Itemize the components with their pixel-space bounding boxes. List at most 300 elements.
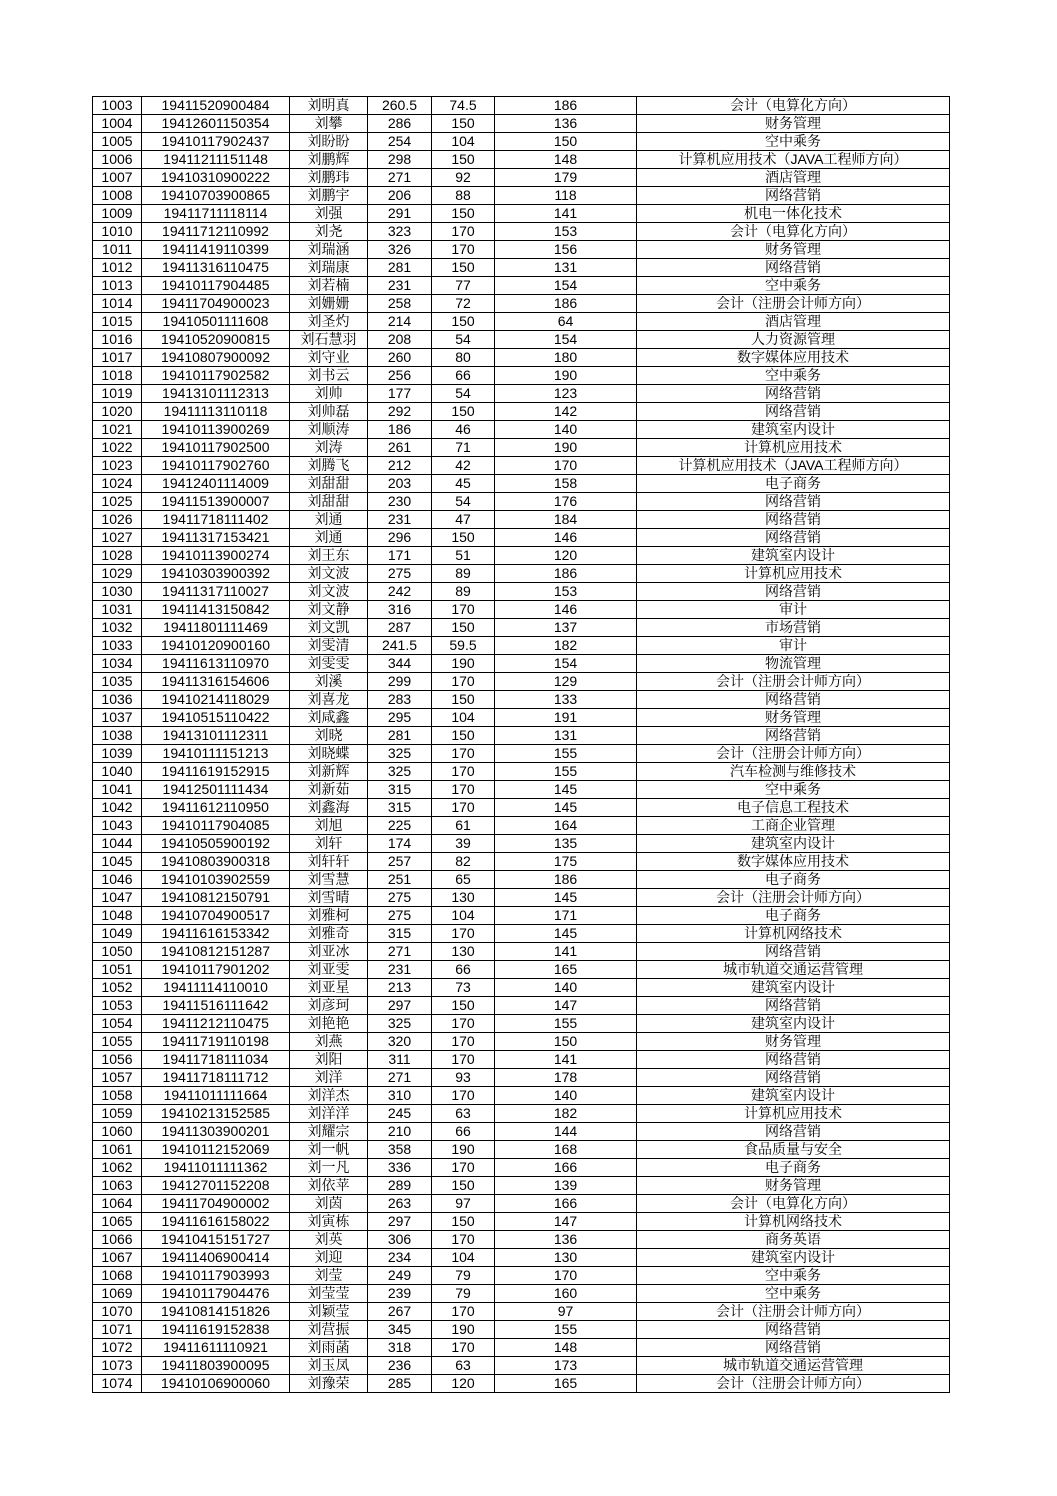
score-b-cell: 186: [495, 871, 637, 889]
total-score-cell: 326: [368, 241, 432, 259]
score-a-cell: 150: [432, 1213, 495, 1231]
student-name-cell: 刘鑫海: [290, 799, 368, 817]
student-name-cell: 刘英: [290, 1231, 368, 1249]
row-number-cell: 1048: [93, 907, 142, 925]
score-b-cell: 146: [495, 529, 637, 547]
score-a-cell: 46: [432, 421, 495, 439]
exam-id-cell: 19411619152838: [142, 1321, 290, 1339]
major-cell: 汽车检测与维修技术: [637, 763, 950, 781]
score-a-cell: 77: [432, 277, 495, 295]
row-number-cell: 1060: [93, 1123, 142, 1141]
score-a-cell: 170: [432, 1033, 495, 1051]
score-b-cell: 154: [495, 655, 637, 673]
total-score-cell: 177: [368, 385, 432, 403]
table-row: [93, 655, 950, 673]
score-b-cell: 147: [495, 997, 637, 1015]
row-number-cell: 1047: [93, 889, 142, 907]
total-score-cell: 299: [368, 673, 432, 691]
student-name-cell: 刘姗姗: [290, 295, 368, 313]
table-row: [93, 511, 950, 529]
row-number-cell: 1026: [93, 511, 142, 529]
exam-id-cell: 19412601150354: [142, 115, 290, 133]
table-row: [93, 583, 950, 601]
score-a-cell: 42: [432, 457, 495, 475]
total-score-cell: 213: [368, 979, 432, 997]
exam-id-cell: 19410120900160: [142, 637, 290, 655]
table-row: [93, 313, 950, 331]
total-score-cell: 345: [368, 1321, 432, 1339]
table-row: [93, 637, 950, 655]
row-number-cell: 1042: [93, 799, 142, 817]
table-row: [93, 1123, 950, 1141]
total-score-cell: 320: [368, 1033, 432, 1051]
major-cell: 城市轨道交通运营管理: [637, 961, 950, 979]
exam-id-cell: 19411616158022: [142, 1213, 290, 1231]
total-score-cell: 298: [368, 151, 432, 169]
major-cell: 会计（注册会计师方向）: [637, 1375, 950, 1393]
score-b-cell: 156: [495, 241, 637, 259]
major-cell: 计算机网络技术: [637, 925, 950, 943]
major-cell: 财务管理: [637, 241, 950, 259]
major-cell: 会计（电算化方向）: [637, 1195, 950, 1213]
score-b-cell: 135: [495, 835, 637, 853]
table-row: [93, 529, 950, 547]
exam-id-cell: 19410106900060: [142, 1375, 290, 1393]
exam-id-cell: 19410117902760: [142, 457, 290, 475]
major-cell: 会计（电算化方向）: [637, 223, 950, 241]
table-row: [93, 1177, 950, 1195]
exam-id-cell: 19411011111362: [142, 1159, 290, 1177]
major-cell: 网络营销: [637, 493, 950, 511]
row-number-cell: 1037: [93, 709, 142, 727]
exam-id-cell: 19411303900201: [142, 1123, 290, 1141]
major-cell: 财务管理: [637, 709, 950, 727]
exam-id-cell: 19412401114009: [142, 475, 290, 493]
score-b-cell: 141: [495, 205, 637, 223]
exam-id-cell: 19411704900023: [142, 295, 290, 313]
score-b-cell: 64: [495, 313, 637, 331]
score-a-cell: 170: [432, 1159, 495, 1177]
score-b-cell: 158: [495, 475, 637, 493]
table-row: [93, 1087, 950, 1105]
major-cell: 物流管理: [637, 655, 950, 673]
score-a-cell: 63: [432, 1105, 495, 1123]
major-cell: 网络营销: [637, 403, 950, 421]
student-name-cell: 刘雨菡: [290, 1339, 368, 1357]
total-score-cell: 234: [368, 1249, 432, 1267]
student-name-cell: 刘晓蝶: [290, 745, 368, 763]
score-b-cell: 155: [495, 745, 637, 763]
row-number-cell: 1016: [93, 331, 142, 349]
table-row: [93, 277, 950, 295]
score-a-cell: 104: [432, 709, 495, 727]
exam-id-cell: 19410505900192: [142, 835, 290, 853]
score-table-body: [93, 97, 950, 1393]
student-name-cell: 刘通: [290, 529, 368, 547]
table-row: [93, 403, 950, 421]
table-row: [93, 565, 950, 583]
student-name-cell: 刘若楠: [290, 277, 368, 295]
major-cell: 网络营销: [637, 529, 950, 547]
table-row: [93, 1051, 950, 1069]
table-row: [93, 727, 950, 745]
score-b-cell: 173: [495, 1357, 637, 1375]
student-name-cell: 刘雯清: [290, 637, 368, 655]
row-number-cell: 1022: [93, 439, 142, 457]
student-name-cell: 刘依苹: [290, 1177, 368, 1195]
major-cell: 审计: [637, 637, 950, 655]
major-cell: 建筑室内设计: [637, 1015, 950, 1033]
student-name-cell: 刘雅奇: [290, 925, 368, 943]
total-score-cell: 358: [368, 1141, 432, 1159]
exam-id-cell: 19411413150842: [142, 601, 290, 619]
score-b-cell: 153: [495, 583, 637, 601]
exam-id-cell: 19411613110970: [142, 655, 290, 673]
exam-id-cell: 19411712110992: [142, 223, 290, 241]
score-a-cell: 150: [432, 1177, 495, 1195]
row-number-cell: 1019: [93, 385, 142, 403]
score-b-cell: 176: [495, 493, 637, 511]
score-a-cell: 170: [432, 763, 495, 781]
row-number-cell: 1055: [93, 1033, 142, 1051]
student-name-cell: 刘彦珂: [290, 997, 368, 1015]
row-number-cell: 1049: [93, 925, 142, 943]
row-number-cell: 1021: [93, 421, 142, 439]
score-b-cell: 147: [495, 1213, 637, 1231]
exam-id-cell: 19411317153421: [142, 529, 290, 547]
major-cell: 网络营销: [637, 1339, 950, 1357]
score-b-cell: 179: [495, 169, 637, 187]
total-score-cell: 171: [368, 547, 432, 565]
student-name-cell: 刘王东: [290, 547, 368, 565]
student-name-cell: 刘文波: [290, 565, 368, 583]
exam-id-cell: 19411718111712: [142, 1069, 290, 1087]
score-b-cell: 155: [495, 1015, 637, 1033]
student-name-cell: 刘圣灼: [290, 313, 368, 331]
student-name-cell: 刘帅磊: [290, 403, 368, 421]
major-cell: 网络营销: [637, 385, 950, 403]
student-name-cell: 刘鹏玮: [290, 169, 368, 187]
row-number-cell: 1068: [93, 1267, 142, 1285]
exam-id-cell: 19411516111642: [142, 997, 290, 1015]
total-score-cell: 289: [368, 1177, 432, 1195]
score-b-cell: 184: [495, 511, 637, 529]
total-score-cell: 271: [368, 1069, 432, 1087]
score-a-cell: 93: [432, 1069, 495, 1087]
total-score-cell: 241.5: [368, 637, 432, 655]
table-row: [93, 133, 950, 151]
row-number-cell: 1064: [93, 1195, 142, 1213]
score-a-cell: 190: [432, 1321, 495, 1339]
row-number-cell: 1031: [93, 601, 142, 619]
score-a-cell: 89: [432, 565, 495, 583]
exam-id-cell: 19410214118029: [142, 691, 290, 709]
score-a-cell: 61: [432, 817, 495, 835]
total-score-cell: 310: [368, 1087, 432, 1105]
student-name-cell: 刘玉凤: [290, 1357, 368, 1375]
exam-id-cell: 19411803900095: [142, 1357, 290, 1375]
major-cell: 网络营销: [637, 511, 950, 529]
score-a-cell: 104: [432, 907, 495, 925]
student-name-cell: 刘莹: [290, 1267, 368, 1285]
exam-id-cell: 19411801111469: [142, 619, 290, 637]
exam-id-cell: 19410117902582: [142, 367, 290, 385]
student-name-cell: 刘营振: [290, 1321, 368, 1339]
exam-id-cell: 19411406900414: [142, 1249, 290, 1267]
exam-id-cell: 19413101112311: [142, 727, 290, 745]
score-b-cell: 166: [495, 1195, 637, 1213]
exam-id-cell: 19411211151148: [142, 151, 290, 169]
score-a-cell: 51: [432, 547, 495, 565]
major-cell: 电子商务: [637, 871, 950, 889]
student-name-cell: 刘通: [290, 511, 368, 529]
row-number-cell: 1027: [93, 529, 142, 547]
row-number-cell: 1044: [93, 835, 142, 853]
table-row: [93, 871, 950, 889]
table-row: [93, 1159, 950, 1177]
row-number-cell: 1012: [93, 259, 142, 277]
student-name-cell: 刘雯雯: [290, 655, 368, 673]
student-name-cell: 刘顺涛: [290, 421, 368, 439]
major-cell: 网络营销: [637, 997, 950, 1015]
total-score-cell: 315: [368, 781, 432, 799]
score-a-cell: 170: [432, 601, 495, 619]
exam-id-cell: 19412501111434: [142, 781, 290, 799]
table-row: [93, 907, 950, 925]
table-row: [93, 439, 950, 457]
major-cell: 电子商务: [637, 475, 950, 493]
total-score-cell: 281: [368, 259, 432, 277]
score-a-cell: 88: [432, 187, 495, 205]
score-a-cell: 89: [432, 583, 495, 601]
table-row: [93, 1375, 950, 1393]
table-row: [93, 349, 950, 367]
row-number-cell: 1043: [93, 817, 142, 835]
score-b-cell: 182: [495, 637, 637, 655]
score-a-cell: 170: [432, 1231, 495, 1249]
score-a-cell: 130: [432, 889, 495, 907]
score-b-cell: 186: [495, 97, 637, 115]
score-b-cell: 148: [495, 151, 637, 169]
score-b-cell: 166: [495, 1159, 637, 1177]
total-score-cell: 296: [368, 529, 432, 547]
total-score-cell: 258: [368, 295, 432, 313]
score-a-cell: 54: [432, 331, 495, 349]
student-name-cell: 刘石慧羽: [290, 331, 368, 349]
total-score-cell: 325: [368, 763, 432, 781]
exam-id-cell: 19410310900222: [142, 169, 290, 187]
score-a-cell: 150: [432, 313, 495, 331]
table-row: [93, 1213, 950, 1231]
table-row: [93, 367, 950, 385]
total-score-cell: 285: [368, 1375, 432, 1393]
total-score-cell: 297: [368, 997, 432, 1015]
score-a-cell: 170: [432, 1303, 495, 1321]
row-number-cell: 1041: [93, 781, 142, 799]
score-a-cell: 92: [432, 169, 495, 187]
score-a-cell: 66: [432, 1123, 495, 1141]
table-row: [93, 1105, 950, 1123]
table-row: [93, 493, 950, 511]
score-b-cell: 165: [495, 961, 637, 979]
major-cell: 酒店管理: [637, 313, 950, 331]
score-b-cell: 146: [495, 601, 637, 619]
score-b-cell: 186: [495, 295, 637, 313]
table-row: [93, 1141, 950, 1159]
major-cell: 会计（注册会计师方向）: [637, 295, 950, 313]
score-b-cell: 131: [495, 259, 637, 277]
exam-id-cell: 19413101112313: [142, 385, 290, 403]
table-row: [93, 1069, 950, 1087]
score-b-cell: 145: [495, 889, 637, 907]
score-a-cell: 170: [432, 1015, 495, 1033]
major-cell: 会计（电算化方向）: [637, 97, 950, 115]
table-row: [93, 601, 950, 619]
row-number-cell: 1025: [93, 493, 142, 511]
exam-id-cell: 19410103902559: [142, 871, 290, 889]
score-b-cell: 145: [495, 925, 637, 943]
table-row: [93, 709, 950, 727]
score-b-cell: 145: [495, 781, 637, 799]
score-a-cell: 170: [432, 925, 495, 943]
student-name-cell: 刘喜龙: [290, 691, 368, 709]
total-score-cell: 271: [368, 169, 432, 187]
major-cell: 电子商务: [637, 1159, 950, 1177]
table-row: [93, 187, 950, 205]
student-name-cell: 刘洋: [290, 1069, 368, 1087]
exam-id-cell: 19411711118114: [142, 205, 290, 223]
score-a-cell: 150: [432, 403, 495, 421]
table-row: [93, 619, 950, 637]
row-number-cell: 1032: [93, 619, 142, 637]
student-name-cell: 刘甜甜: [290, 475, 368, 493]
score-table: [92, 96, 950, 1393]
student-name-cell: 刘雅柯: [290, 907, 368, 925]
score-b-cell: 142: [495, 403, 637, 421]
exam-id-cell: 19412701152208: [142, 1177, 290, 1195]
score-a-cell: 104: [432, 133, 495, 151]
major-cell: 建筑室内设计: [637, 421, 950, 439]
row-number-cell: 1023: [93, 457, 142, 475]
exam-id-cell: 19410704900517: [142, 907, 290, 925]
total-score-cell: 325: [368, 745, 432, 763]
score-b-cell: 141: [495, 1051, 637, 1069]
row-number-cell: 1003: [93, 97, 142, 115]
score-a-cell: 150: [432, 619, 495, 637]
score-a-cell: 66: [432, 367, 495, 385]
total-score-cell: 174: [368, 835, 432, 853]
score-b-cell: 182: [495, 1105, 637, 1123]
row-number-cell: 1006: [93, 151, 142, 169]
row-number-cell: 1005: [93, 133, 142, 151]
score-a-cell: 104: [432, 1249, 495, 1267]
score-b-cell: 148: [495, 1339, 637, 1357]
row-number-cell: 1036: [93, 691, 142, 709]
score-a-cell: 72: [432, 295, 495, 313]
exam-id-cell: 19410117904085: [142, 817, 290, 835]
score-a-cell: 150: [432, 259, 495, 277]
row-number-cell: 1050: [93, 943, 142, 961]
total-score-cell: 318: [368, 1339, 432, 1357]
row-number-cell: 1052: [93, 979, 142, 997]
score-b-cell: 170: [495, 457, 637, 475]
total-score-cell: 287: [368, 619, 432, 637]
row-number-cell: 1045: [93, 853, 142, 871]
student-name-cell: 刘新茹: [290, 781, 368, 799]
major-cell: 商务英语: [637, 1231, 950, 1249]
student-name-cell: 刘书云: [290, 367, 368, 385]
student-name-cell: 刘阳: [290, 1051, 368, 1069]
row-number-cell: 1008: [93, 187, 142, 205]
score-a-cell: 190: [432, 655, 495, 673]
total-score-cell: 251: [368, 871, 432, 889]
major-cell: 审计: [637, 601, 950, 619]
score-b-cell: 190: [495, 367, 637, 385]
score-a-cell: 150: [432, 151, 495, 169]
table-row: [93, 799, 950, 817]
score-b-cell: 171: [495, 907, 637, 925]
major-cell: 会计（注册会计师方向）: [637, 673, 950, 691]
row-number-cell: 1040: [93, 763, 142, 781]
table-row: [93, 763, 950, 781]
exam-id-cell: 19410812150791: [142, 889, 290, 907]
score-b-cell: 155: [495, 763, 637, 781]
score-a-cell: 79: [432, 1285, 495, 1303]
exam-id-cell: 19411317110027: [142, 583, 290, 601]
row-number-cell: 1029: [93, 565, 142, 583]
exam-id-cell: 19410113900274: [142, 547, 290, 565]
exam-id-cell: 19411611110921: [142, 1339, 290, 1357]
major-cell: 计算机应用技术: [637, 565, 950, 583]
student-name-cell: 刘燕: [290, 1033, 368, 1051]
table-row: [93, 1015, 950, 1033]
table-row: [93, 223, 950, 241]
row-number-cell: 1033: [93, 637, 142, 655]
student-name-cell: 刘雪晴: [290, 889, 368, 907]
score-b-cell: 137: [495, 619, 637, 637]
student-name-cell: 刘寅栋: [290, 1213, 368, 1231]
table-row: [93, 1231, 950, 1249]
total-score-cell: 286: [368, 115, 432, 133]
student-name-cell: 刘亚雯: [290, 961, 368, 979]
table-row: [93, 961, 950, 979]
total-score-cell: 292: [368, 403, 432, 421]
total-score-cell: 245: [368, 1105, 432, 1123]
score-b-cell: 118: [495, 187, 637, 205]
major-cell: 城市轨道交通运营管理: [637, 1357, 950, 1375]
table-row: [93, 259, 950, 277]
exam-id-cell: 19411612110950: [142, 799, 290, 817]
score-a-cell: 170: [432, 241, 495, 259]
table-row: [93, 241, 950, 259]
major-cell: 网络营销: [637, 1123, 950, 1141]
score-b-cell: 154: [495, 277, 637, 295]
total-score-cell: 231: [368, 961, 432, 979]
table-row: [93, 979, 950, 997]
major-cell: 建筑室内设计: [637, 835, 950, 853]
table-row: [93, 169, 950, 187]
score-b-cell: 130: [495, 1249, 637, 1267]
major-cell: 电子信息工程技术: [637, 799, 950, 817]
table-row: [93, 1321, 950, 1339]
major-cell: 空中乘务: [637, 367, 950, 385]
row-number-cell: 1017: [93, 349, 142, 367]
score-b-cell: 150: [495, 1033, 637, 1051]
total-score-cell: 231: [368, 277, 432, 295]
total-score-cell: 295: [368, 709, 432, 727]
row-number-cell: 1046: [93, 871, 142, 889]
score-a-cell: 170: [432, 223, 495, 241]
